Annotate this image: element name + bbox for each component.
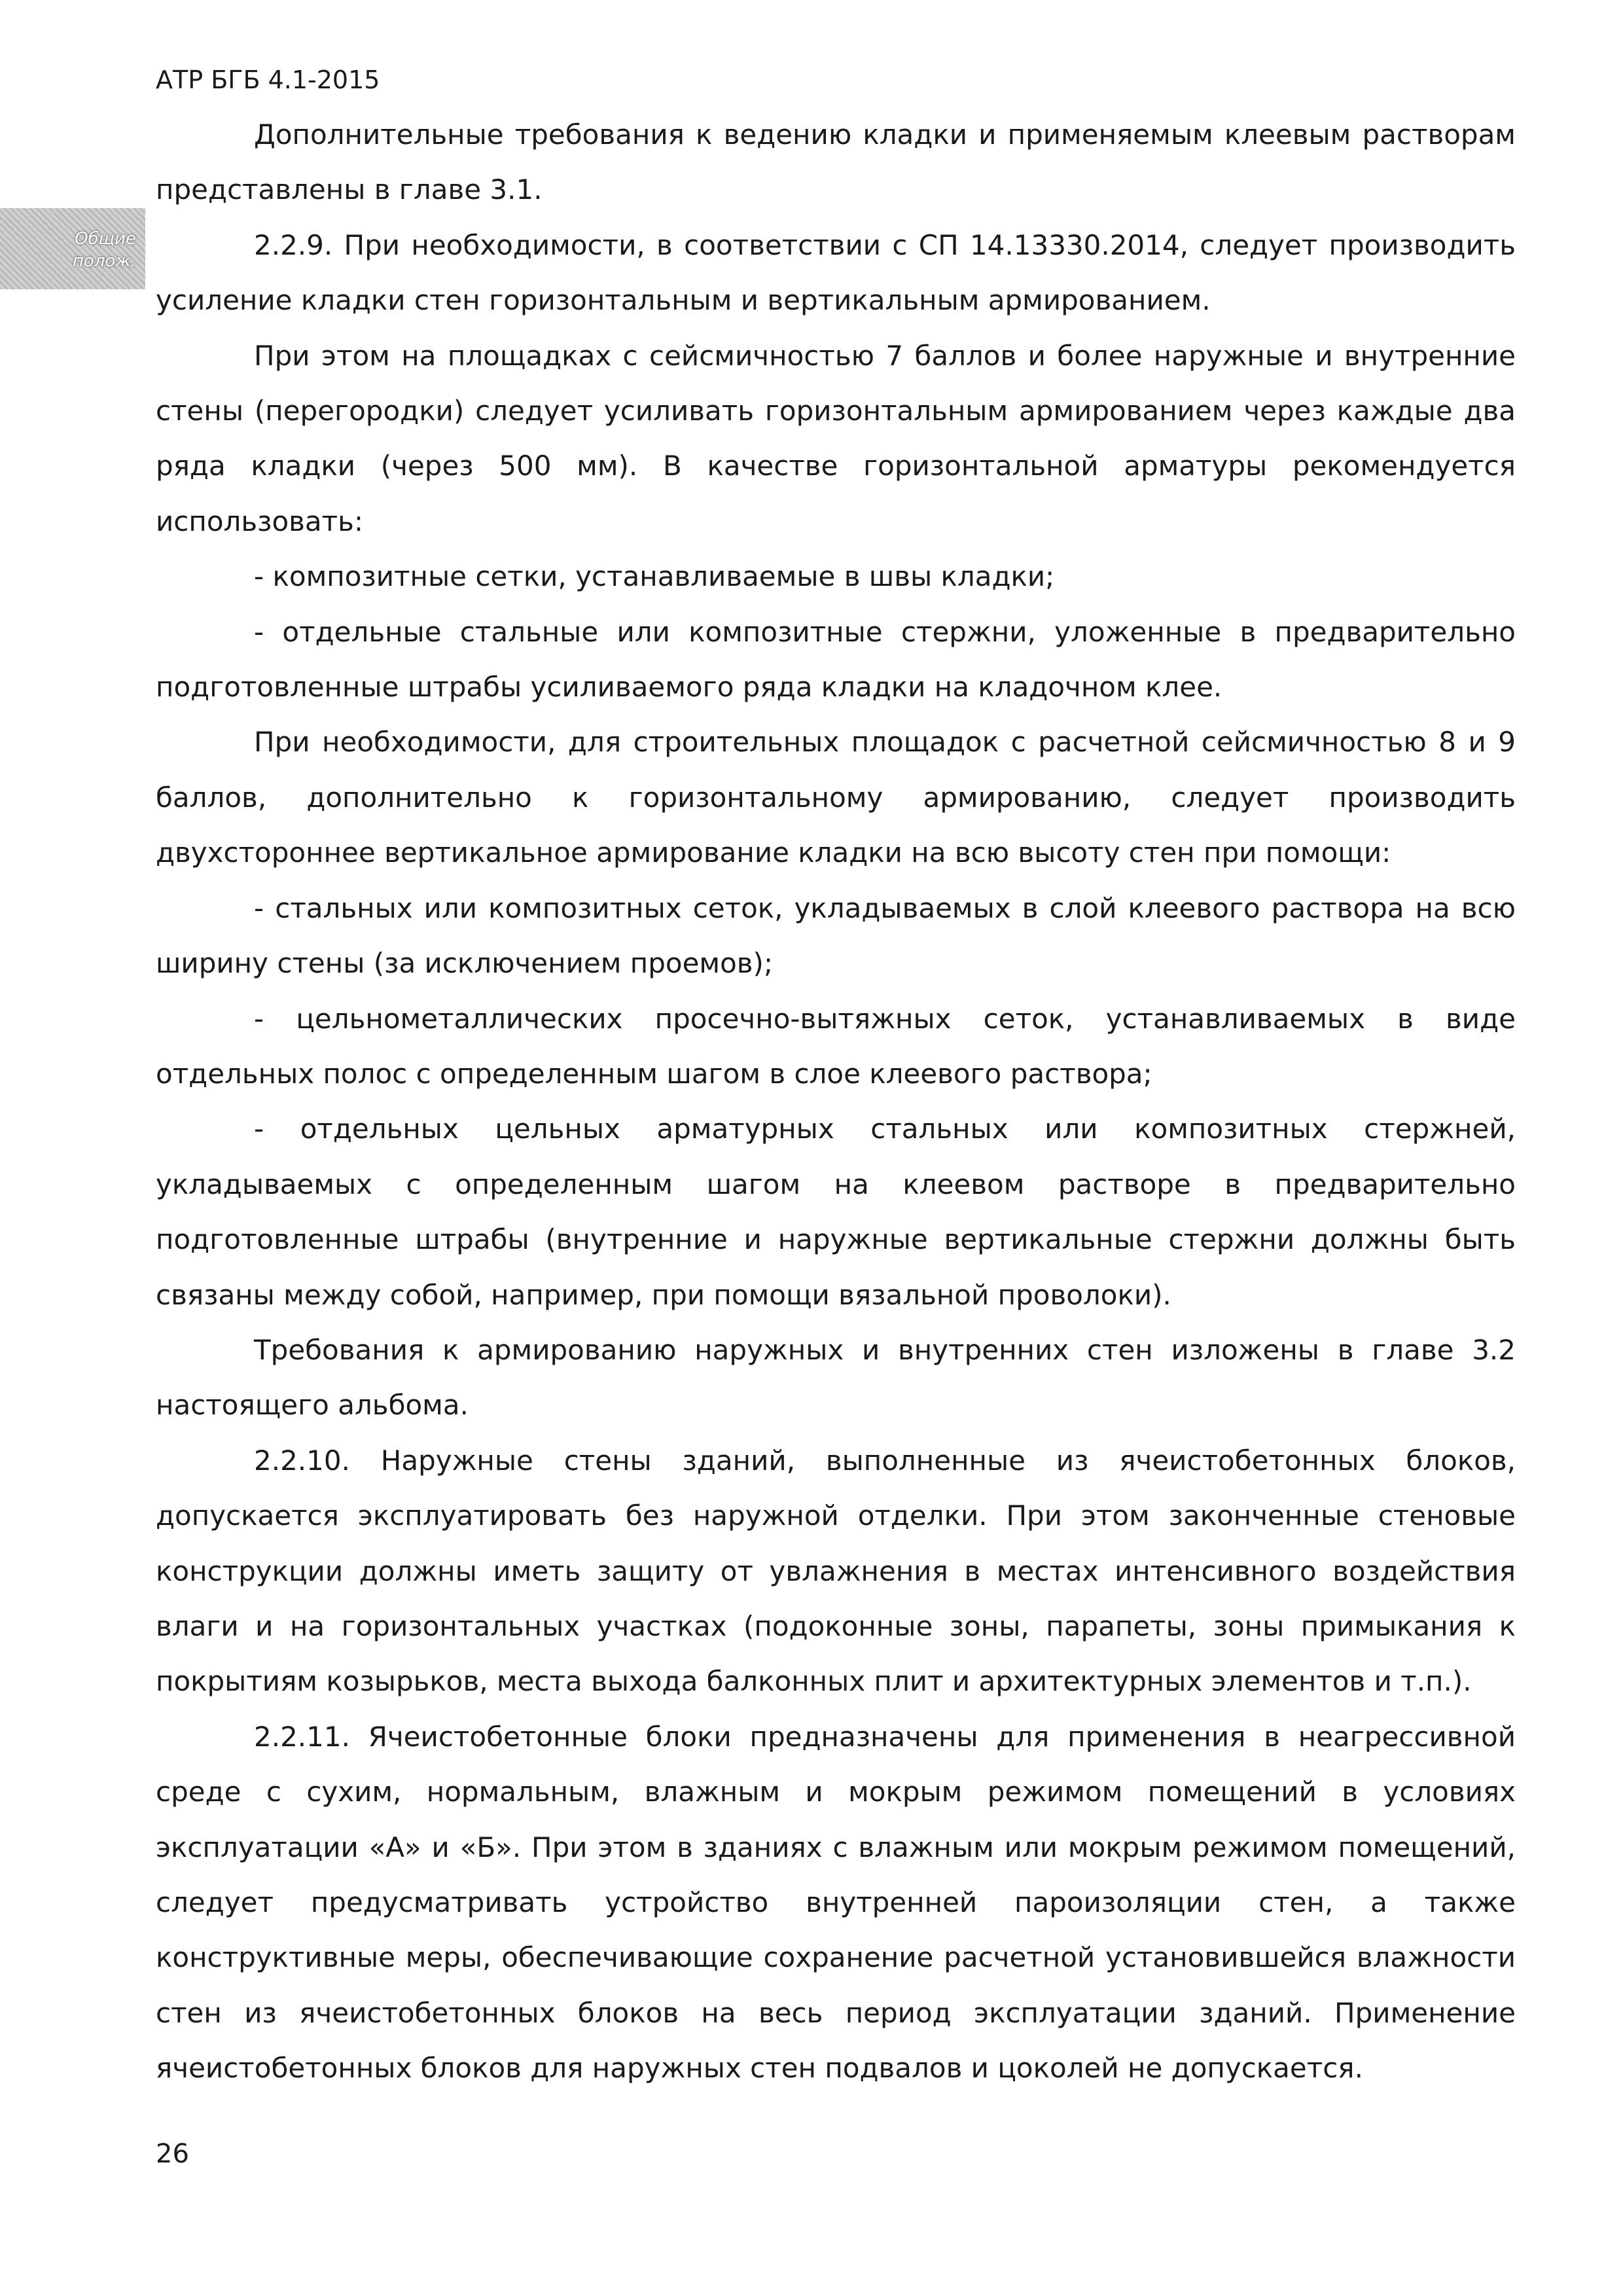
body-text	[156, 107, 1516, 2096]
section-tab-general-provisions[interactable]	[0, 208, 145, 289]
list-item: - композитные сетки, устанавливаемые в швы кладки;	[254, 560, 1055, 593]
paragraph: При необходимости, для строительных площадок с расчетной сейсмичностью 8 и 9 баллов, дополнительно к горизонтальному армированию, следует производить двухстороннее вертикальное армирование кладки на всю высоту стен при помощи:	[156, 726, 1516, 869]
list-item: - стальных или композитных сеток, укладываемых в слой клеевого раствора на всю ширину стены (за исключением проемов);	[156, 891, 1516, 980]
paragraph: Требования к армированию наружных и внутренних стен изложены в главе 3.2 настоящего альбома.	[156, 1333, 1516, 1422]
page-number: 26	[156, 2139, 189, 2169]
paragraph-clause-2-2-9: 2.2.9. При необходимости, в соответствии с СП 14.13330.2014, следует производить усиление кладки стен горизонтальным и вертикальным армированием.	[156, 228, 1516, 317]
list-item: - цельнометаллических просечно-вытяжных сеток, устанавливаемых в виде отдельных полос с определенным шагом в слое клеевого раствора;	[156, 1002, 1516, 1090]
paragraph-clause-2-2-11: 2.2.11. Ячеистобетонные блоки предназначены для применения в неагрессивной среде с сухим, нормальным, влажным и мокрым режимом помещений в условиях эксплуатации «А» и «Б». При этом в зданиях с влажным или мокрым режимом помещений, следует предусматривать устройство внутренней пароизоляции стен, а также конструктивные меры, обеспечивающие сохранение расчетной установившейся влажности стен из ячеистобетонных блоков на весь период эксплуатации зданий. Применение ячеистобетонных блоков для наружных стен подвалов и цоколей не допускается.	[156, 1720, 1516, 2085]
document-code-header: АТР БГБ 4.1-2015	[156, 65, 380, 94]
section-tab-label-line2: полож.	[72, 251, 136, 271]
paragraph: При этом на площадках с сейсмичностью 7 баллов и более наружные и внутренние стены (перегородки) следует усиливать горизонтальным армированием через каждые два ряда кладки (через 500 мм). В качестве горизонтальной арматуры рекомендуется использовать:	[156, 339, 1516, 537]
list-item: - отдельных цельных арматурных стальных или композитных стержней, укладываемых с определенным шагом на клеевом растворе в предварительно подготовленные штрабы (внутренние и наружные вертикальные стержни должны быть связаны между собой, например, при помощи вязальной проволоки).	[156, 1113, 1516, 1311]
list-item: - отдельные стальные или композитные стержни, уложенные в предварительно подготовленные штрабы усиливаемого ряда кладки на кладочном клее.	[156, 615, 1516, 704]
paragraph-clause-2-2-10: 2.2.10. Наружные стены зданий, выполненные из ячеистобетонных блоков, допускается эксплуатировать без наружной отделки. При этом законченные стеновые конструкции должны иметь защиту от увлажнения в местах интенсивного воздействия влаги и на горизонтальных участках (подоконные зоны, парапеты, зоны примыкания к покрытиям козырьков, места выхода балконных плит и архитектурных элементов и т.п.).	[156, 1444, 1516, 1698]
paragraph: Дополнительные требования к ведению кладки и применяемым клеевым растворам представлены в главе 3.1.	[156, 118, 1516, 206]
section-tab-label-line1: Общие	[75, 229, 136, 249]
